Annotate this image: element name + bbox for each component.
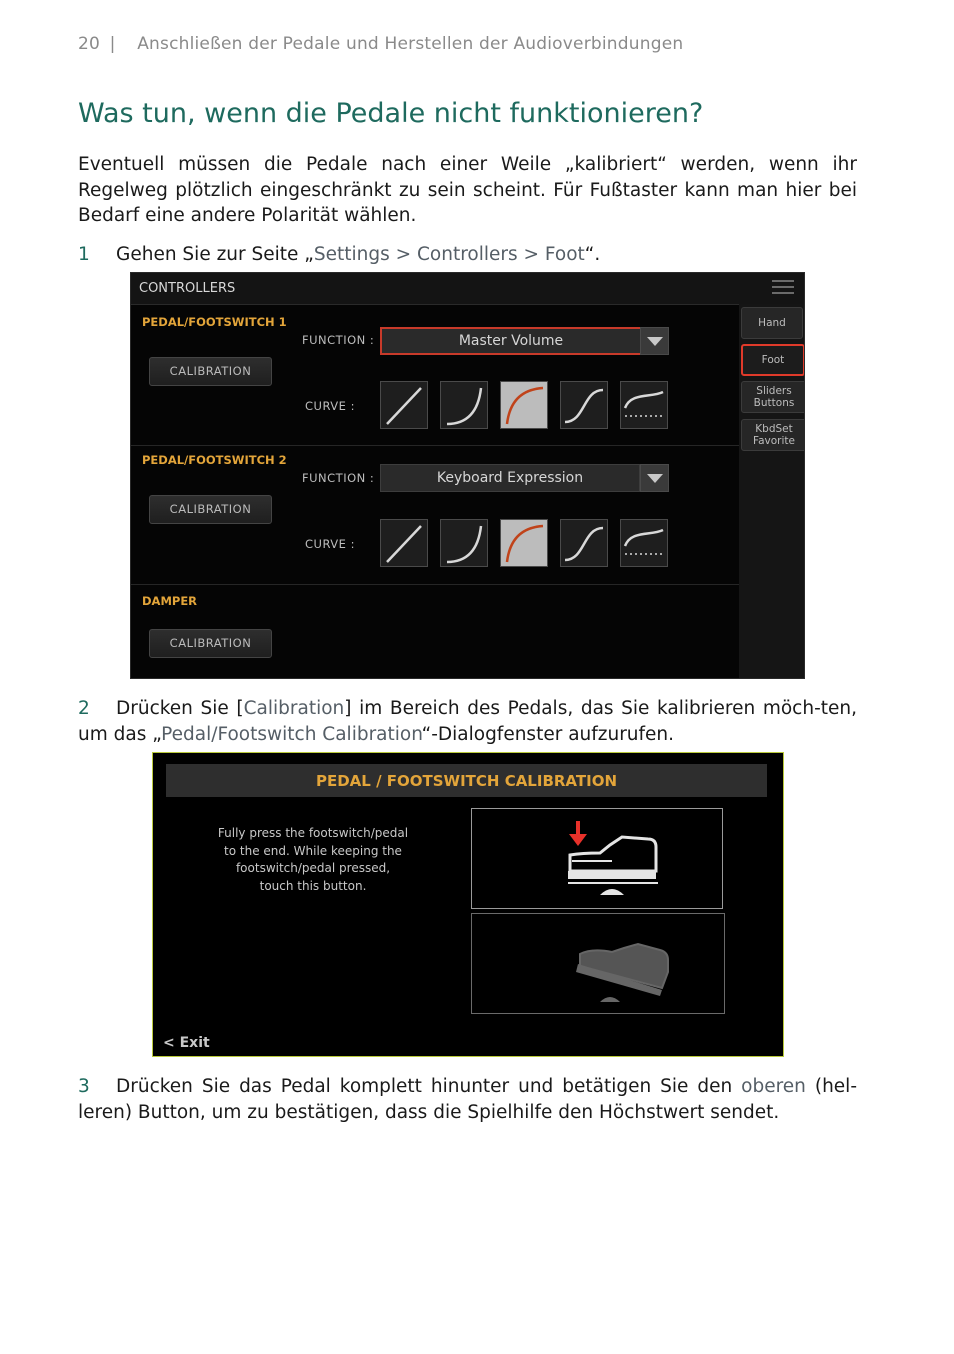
- curve-switch-icon[interactable]: [620, 381, 668, 429]
- side-tab-bar: [739, 304, 804, 678]
- step-2: [78, 696, 857, 748]
- pedal2-function-select[interactable]: Keyboard Expression: [380, 464, 640, 492]
- exit-button[interactable]: < Exit: [163, 1035, 210, 1051]
- dialog-titlebar: [166, 764, 767, 797]
- tab-foot[interactable]: Foot: [741, 344, 804, 376]
- instruction-line: to the end. While keeping the: [224, 843, 402, 858]
- step-text: (hel-leren) Button, um zu bestätigen, dass die Spielhilfe den Höchstwert sendet.: [78, 1076, 857, 1123]
- instruction-line: touch this button.: [259, 878, 367, 893]
- pedal2-curve-label: CURVE :: [305, 537, 355, 551]
- calibration-max-button[interactable]: [471, 808, 723, 909]
- dialog-instructions: [208, 825, 418, 895]
- curve-logarithmic-icon[interactable]: [500, 381, 548, 429]
- step-text: ] im Bereich des Pedals, das Sie kalibrieren möch-ten, um das „: [78, 698, 857, 745]
- step-number: 1: [78, 244, 90, 265]
- curve-linear-icon[interactable]: [380, 519, 428, 567]
- damper-title: DAMPER: [142, 594, 198, 608]
- pedal1-chevron-down-icon[interactable]: [640, 327, 669, 355]
- step-text: Drücken Sie [: [116, 698, 244, 719]
- step-text: “-Dialogfenster aufzurufen.: [421, 724, 675, 745]
- dialog-title: PEDAL / FOOTSWITCH CALIBRATION: [315, 772, 617, 790]
- pedal2-function-label: FUNCTION :: [302, 471, 375, 485]
- step-3: [78, 1074, 857, 1126]
- calibration-dialog-screenshot: [153, 753, 783, 1056]
- intro-paragraph: Eventuell müssen die Pedale nach einer Weile „kalibriert“ werden, wenn ihr Regelweg plötzlich eingeschränkt zu sein scheint. Für Fußtaster kann man hier bei Bedarf eine andere Polarität wählen.: [78, 154, 857, 226]
- curve-exponential-icon[interactable]: [440, 381, 488, 429]
- curve-exponential-icon[interactable]: [440, 519, 488, 567]
- instruction-line: footswitch/pedal pressed,: [235, 861, 391, 875]
- pedal1-curve-label: CURVE :: [305, 399, 355, 413]
- chapter-title: Anschließen der Pedale und Herstellen der Audioverbindungen: [137, 34, 684, 54]
- menu-icon[interactable]: [772, 280, 794, 296]
- curve-s-shape-icon[interactable]: [560, 381, 608, 429]
- step-1: [78, 242, 857, 268]
- page-number: 20: [78, 34, 101, 54]
- step-text: “.: [584, 244, 601, 265]
- curve-s-shape-icon[interactable]: [560, 519, 608, 567]
- pedal2-chevron-down-icon[interactable]: [640, 464, 669, 492]
- calibration-min-button[interactable]: [471, 913, 725, 1014]
- damper-calibration-button[interactable]: CALIBRATION: [149, 629, 272, 658]
- curve-linear-icon[interactable]: [380, 381, 428, 429]
- curve-switch-icon[interactable]: [620, 519, 668, 567]
- pedal1-calibration-button[interactable]: CALIBRATION: [149, 357, 272, 386]
- section-divider: [131, 584, 739, 585]
- instruction-line: Fully press the footswitch/pedal: [217, 826, 409, 840]
- step-number: 2: [78, 698, 90, 719]
- pedal1-function-select[interactable]: Master Volume: [380, 327, 642, 355]
- controllers-title: CONTROLLERS: [139, 281, 236, 296]
- foot-pressing-pedal-icon: [472, 809, 724, 910]
- section-heading: Was tun, wenn die Pedale nicht funktionieren?: [78, 98, 704, 129]
- running-head-separator: |: [109, 34, 116, 54]
- controllers-header: [131, 273, 804, 305]
- tab-sliders-buttons[interactable]: Sliders Buttons: [741, 381, 804, 413]
- step-number: 3: [78, 1076, 90, 1097]
- foot-resting-pedal-icon: [472, 914, 726, 1015]
- section-divider: [131, 445, 739, 446]
- controllers-screenshot: [131, 273, 804, 678]
- tab-hand[interactable]: Hand: [741, 307, 803, 339]
- pedal1-title: PEDAL/FOOTSWITCH 1: [142, 315, 287, 329]
- step-highlight: Settings > Controllers > Foot: [313, 244, 585, 265]
- running-head: [78, 34, 683, 54]
- pedal2-calibration-button[interactable]: CALIBRATION: [149, 495, 272, 524]
- step-text: Drücken Sie das Pedal komplett hinunter und betätigen Sie den: [116, 1076, 742, 1097]
- step-highlight: Calibration: [243, 698, 345, 719]
- step-text: Gehen Sie zur Seite „: [116, 244, 314, 265]
- step-highlight: Pedal/Footswitch Calibration: [161, 724, 422, 745]
- curve-logarithmic-icon[interactable]: [500, 519, 548, 567]
- pedal2-title: PEDAL/FOOTSWITCH 2: [142, 453, 287, 467]
- pedal1-function-label: FUNCTION :: [302, 333, 375, 347]
- step-highlight: oberen: [741, 1076, 806, 1097]
- tab-kbdset-favorite[interactable]: KbdSet Favorite: [741, 419, 804, 451]
